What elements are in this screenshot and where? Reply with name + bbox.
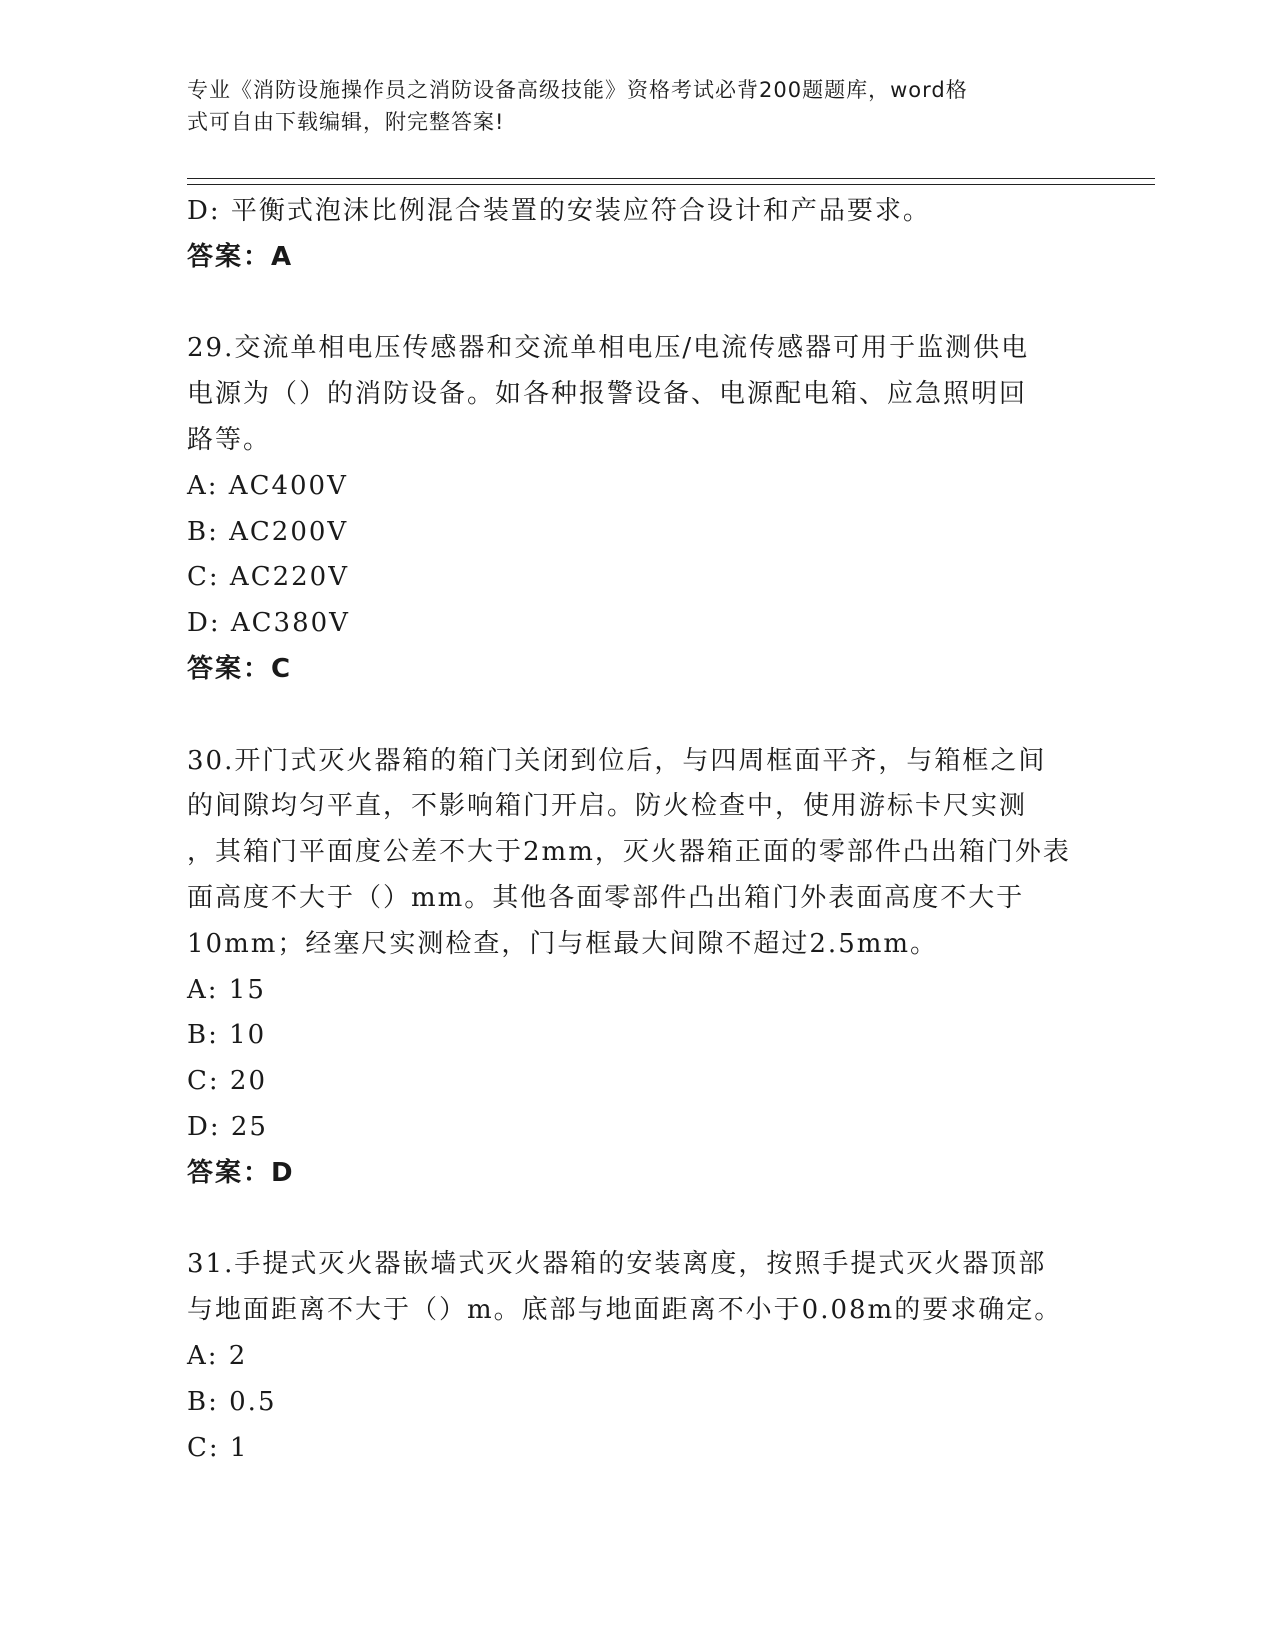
header-line-2: 式可自由下载编辑，附完整答案! [187,110,505,134]
option-b: B: 10 [187,1020,267,1051]
question-stem-line: ，其箱门平面度公差不大于2mm，灭火器箱正面的零部件凸出箱门外表 [187,837,1071,868]
option-d: D: AC380V [187,608,350,639]
question-30 [187,739,1087,1197]
spacer [187,1197,1087,1243]
option-a: A: 15 [187,974,266,1005]
question-stem-line: 30.开门式灭火器箱的箱门关闭到位后，与四周框面平齐，与箱框之间 [187,745,1047,776]
question-stem-line: 31.手提式灭火器嵌墙式灭火器箱的安装离度，按照手提式灭火器顶部 [187,1249,1047,1280]
option-c: C: 1 [187,1432,249,1463]
answer-line: 答案：A [187,241,294,272]
option-c: C: 20 [187,1066,268,1097]
option-d: D: 25 [187,1111,268,1142]
option-b: B: AC200V [187,516,349,547]
question-31 [187,1242,1087,1471]
question-stem-line: 面高度不大于（）mm。其他各面零部件凸出箱门外表面高度不大于 [187,882,1025,913]
option-d: D: 平衡式泡沫比例混合装置的安装应符合设计和产品要求。 [187,196,931,226]
question-stem-line: 与地面距离不大于（）m。底部与地面距离不小于0.08m的要求确定。 [187,1295,1063,1326]
option-b: B: 0.5 [187,1386,277,1417]
document-header [187,74,1067,138]
header-line-1: 专业《消防设施操作员之消防设备高级技能》资格考试必背200题题库，word格 [187,78,968,102]
answer-line: 答案：D [187,1157,295,1188]
option-c: C: AC220V [187,562,349,593]
spacer [187,693,1087,739]
option-a: A: 2 [187,1340,248,1371]
question-29 [187,326,1087,692]
question-stem-line: 路等。 [187,424,272,455]
header-divider-top [187,178,1155,179]
header-divider-bottom [187,184,1155,185]
answer-line: 答案：C [187,653,293,684]
question-stem-line: 电源为（）的消防设备。如各种报警设备、电源配电箱、应急照明回 [187,379,1028,410]
option-a: A: AC400V [187,470,348,501]
question-stem-line: 29.交流单相电压传感器和交流单相电压/电流传感器可用于监测供电 [187,333,1030,364]
question-stem-line: 的间隙均匀平直，不影响箱门开启。防火检查中，使用游标卡尺实测 [187,791,1028,822]
question-stem-line: 10mm；经塞尺实测检查，门与框最大间隙不超过2.5mm。 [187,928,939,959]
question-content [187,189,1087,1471]
spacer [187,281,1087,327]
previous-question-tail [187,189,1087,281]
